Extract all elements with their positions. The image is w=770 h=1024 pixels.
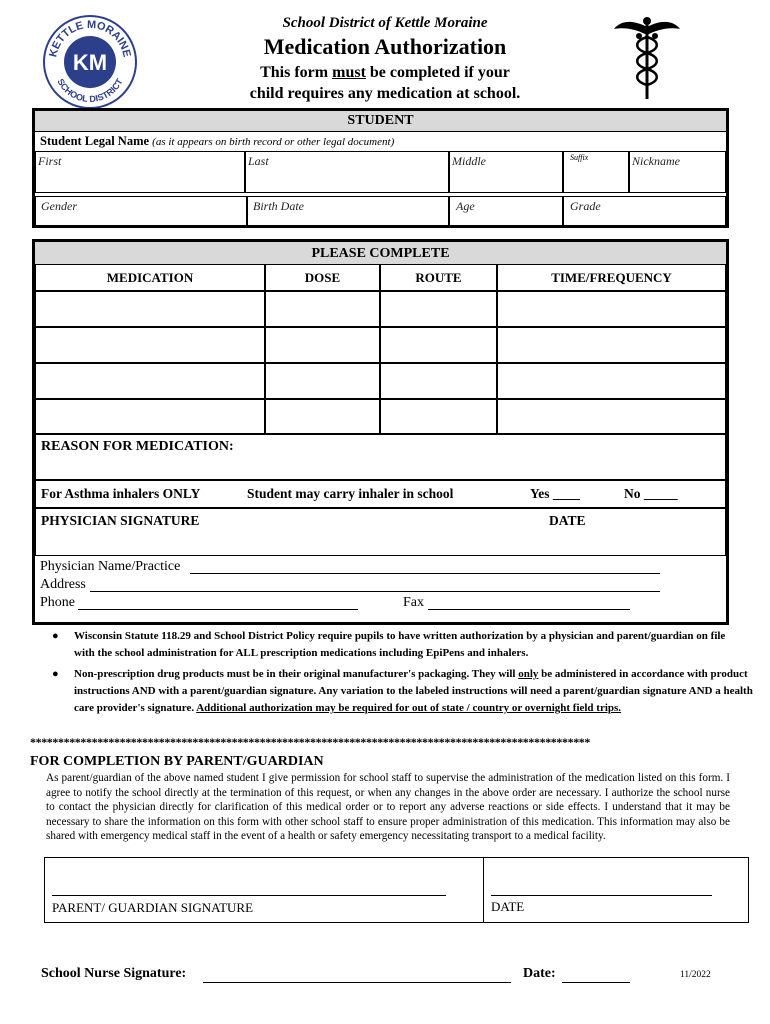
fax-input[interactable] (428, 609, 630, 610)
parent-date-input[interactable] (491, 895, 712, 896)
age-field[interactable]: Age (449, 196, 563, 226)
logo-text-bottom: SCHOOL DISTRICT (55, 76, 125, 105)
form-instructions: This form must be completed if your child requires any medication at school. (249, 64, 521, 102)
physician-signature-field[interactable]: PHYSICIAN SIGNATURE DATE (35, 508, 726, 556)
med-row-3-time[interactable] (497, 363, 726, 399)
legal-name-label: Student Legal Name (as it appears on birth record or other legal document) (40, 134, 395, 148)
carry-label: Student may carry inhaler in school (247, 486, 454, 501)
signature-divider (483, 857, 484, 923)
suffix-field[interactable]: Suffix (563, 151, 629, 193)
address-input[interactable] (90, 591, 660, 592)
first-name-field[interactable]: First (35, 151, 245, 193)
fax-label: Fax (403, 595, 424, 610)
med-row-4-medication[interactable] (35, 399, 265, 434)
med-row-1-dose[interactable] (265, 291, 380, 327)
col-route: ROUTE (380, 264, 497, 291)
med-row-4-route[interactable] (380, 399, 497, 434)
note-bullet-2: ● Non-prescription drug products must be in their original manufacturer's packaging. They will only be administered in accordance with product instructions AND with a parent/guardian signature. Any variation to the labeled instructions will need a parent/guardian signature AND a health care provider's signature. Additional authorization may be required for out of state / country or overnight field trips. (52, 668, 753, 714)
med-row-3-medication[interactable] (35, 363, 265, 399)
col-medication: MEDICATION (35, 264, 265, 291)
separator-line: **************************************************************************************************** (30, 735, 591, 749)
physician-name-input[interactable] (190, 573, 660, 574)
logo-initials: KM (72, 50, 108, 75)
address-label: Address (40, 577, 86, 592)
med-row-2-dose[interactable] (265, 327, 380, 363)
parent-consent-text: As parent/guardian of the above named student I give permission for school staff to supervise the administration of the medication listed on this form. I agree to notify the school directly at the termination of this request, or when any changes in the above order are necessary. I authorize the school nurse to contact the physician directly for clarification of this medical order or to report any adverse reactions or side effects. I understand that it may be necessary to share the information on this form with other school staff to ensure proper administration of this medication. This information may also be shared with emergency medical staff in the event of a health or safety emergency necessitating transport to a medical facility. (46, 772, 730, 843)
med-row-2-medication[interactable] (35, 327, 265, 363)
nurse-signature-label: School Nurse Signature: (41, 966, 187, 981)
med-row-4-dose[interactable] (265, 399, 380, 434)
gender-field[interactable]: Gender (35, 196, 247, 226)
med-row-4-time[interactable] (497, 399, 726, 434)
nurse-date-input[interactable] (562, 982, 630, 983)
form-version: 11/2022 (680, 970, 711, 980)
district-name: School District of Kettle Moraine (282, 15, 488, 31)
nurse-signature-input[interactable] (203, 982, 511, 983)
reason-field[interactable]: REASON FOR MEDICATION: (35, 434, 726, 480)
med-row-3-route[interactable] (380, 363, 497, 399)
asthma-row (35, 480, 726, 508)
med-row-1-medication[interactable] (35, 291, 265, 327)
nurse-date-label: Date: (523, 966, 556, 981)
page-title: Medication Authorization (263, 34, 507, 59)
nickname-field[interactable]: Nickname (629, 151, 726, 193)
col-dose: DOSE (265, 264, 380, 291)
med-row-1-time[interactable] (497, 291, 726, 327)
no-option[interactable]: No _____ (624, 486, 678, 501)
complete-heading: PLEASE COMPLETE (35, 242, 726, 264)
phone-label: Phone (40, 595, 75, 610)
asthma-label: For Asthma inhalers ONLY (41, 486, 201, 501)
student-heading: STUDENT (35, 111, 726, 132)
note-bullet-1: ● Wisconsin Statute 118.29 and School District Policy require pupils to have written authorization by a physician and parent/guardian on file with the school administration for ALL prescription medications including EpiPens and inhalers. (52, 630, 726, 659)
physician-name-label: Physician Name/Practice (40, 559, 181, 574)
phone-input[interactable] (78, 609, 358, 610)
parent-date-label: DATE (491, 899, 525, 914)
med-row-3-dose[interactable] (265, 363, 380, 399)
col-time-frequency: TIME/FREQUENCY (497, 264, 726, 291)
parent-signature-input[interactable] (52, 895, 446, 896)
parent-heading: FOR COMPLETION BY PARENT/GUARDIAN (30, 754, 324, 769)
grade-field[interactable]: Grade (563, 196, 726, 226)
parent-signature-label: PARENT/ GUARDIAN SIGNATURE (52, 900, 254, 915)
logo-text-top: KETTLE MORAINE (47, 18, 133, 59)
med-row-2-time[interactable] (497, 327, 726, 363)
birth-date-field[interactable]: Birth Date (247, 196, 449, 226)
med-row-2-route[interactable] (380, 327, 497, 363)
yes-option[interactable]: Yes ____ (530, 486, 580, 501)
middle-name-field[interactable]: Middle (449, 151, 563, 193)
med-row-1-route[interactable] (380, 291, 497, 327)
last-name-field[interactable]: Last (245, 151, 449, 193)
